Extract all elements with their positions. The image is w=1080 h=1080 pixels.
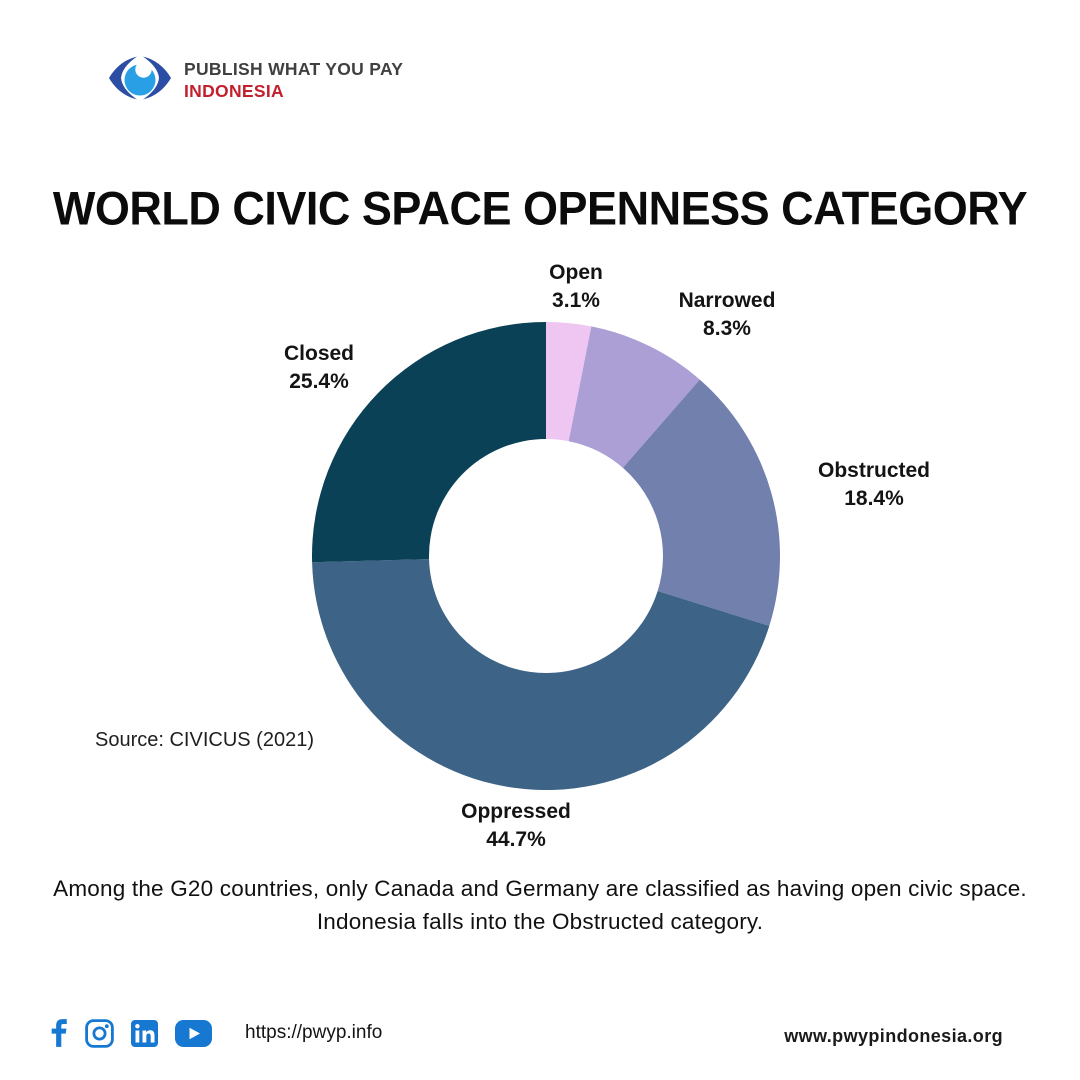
- donut-chart: [312, 322, 780, 790]
- slice-pct: 18.4%: [844, 487, 904, 510]
- slice-pct: 8.3%: [703, 317, 751, 340]
- pwyp-logo: [107, 54, 403, 107]
- slice-pct: 25.4%: [289, 370, 349, 393]
- linkedin-icon[interactable]: [131, 1020, 158, 1047]
- slice-pct: 44.7%: [486, 828, 546, 851]
- slice-pct: 3.1%: [552, 289, 600, 312]
- slice-label-narrowed: [679, 287, 776, 343]
- source-note: Source: CIVICUS (2021): [95, 729, 314, 751]
- slice-name: Closed: [283, 342, 355, 365]
- caption-text: Among the G20 countries, only Canada and Germany are classified as having open civic space. Indonesia falls into the Obstructed category.: [53, 876, 1027, 934]
- slice-label-open: [549, 259, 603, 315]
- slice-label-obstructed: [818, 457, 930, 513]
- slice-name: Oppressed: [461, 800, 571, 823]
- logo-country: INDONESIA: [184, 81, 284, 101]
- page-title: WORLD CIVIC SPACE OPENNESS CATEGORY: [52, 181, 1028, 236]
- instagram-icon[interactable]: [85, 1019, 114, 1048]
- footer-social-bar: [50, 1018, 382, 1048]
- logo-name: PUBLISH WHAT YOU PAY: [184, 59, 404, 79]
- footer-link-pwyp-info[interactable]: https://pwyp.info: [245, 1022, 383, 1043]
- youtube-icon[interactable]: [175, 1020, 212, 1047]
- facebook-icon[interactable]: [50, 1018, 68, 1048]
- slice-label-closed: [284, 340, 354, 396]
- slice-name: Narrowed: [678, 289, 776, 312]
- slice-name: Open: [549, 261, 603, 284]
- slice-label-oppressed: [461, 798, 571, 854]
- pwyp-logo-text: [184, 59, 403, 102]
- footer-link-pwypindonesia[interactable]: www.pwypindonesia.org: [784, 1026, 1003, 1046]
- pwyp-eye-icon: [107, 54, 173, 107]
- slice-name: Obstructed: [817, 459, 931, 482]
